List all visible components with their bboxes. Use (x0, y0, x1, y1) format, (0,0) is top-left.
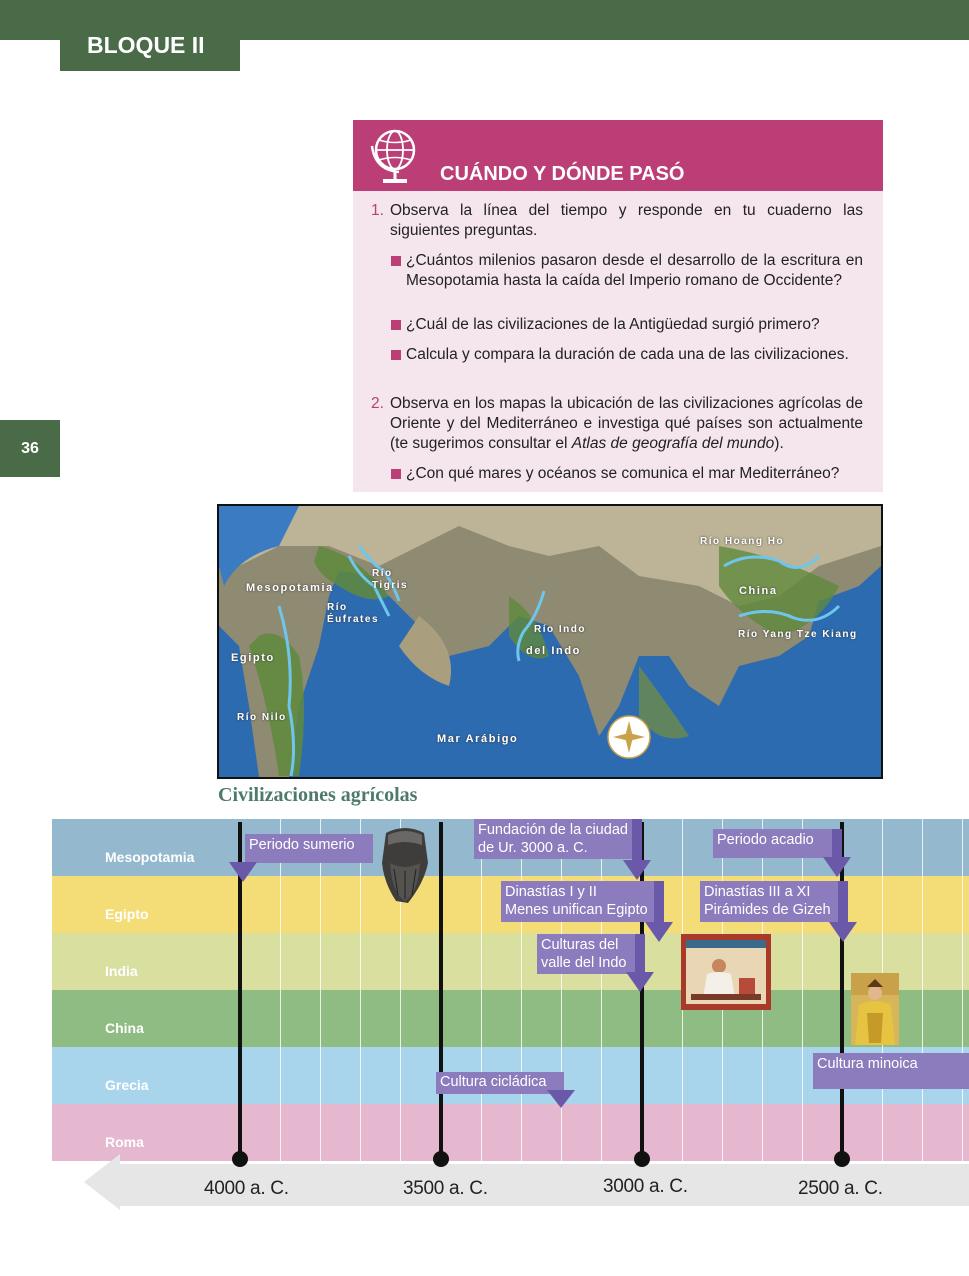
globe-icon (369, 126, 421, 186)
event-arrow (626, 972, 654, 992)
map-label-yang-tze: Río Yang Tze Kiang (738, 629, 858, 640)
event-stem (635, 934, 645, 974)
bullet-square-icon (391, 469, 401, 479)
event-stem (838, 881, 848, 923)
event-cultura-minoica: Cultura minoica (813, 1053, 969, 1089)
grid-line (521, 819, 522, 1161)
map-label-tigris: Río Tigris (372, 568, 409, 591)
timeline-dot (232, 1151, 248, 1167)
bullet-square-icon (391, 256, 401, 266)
atlas-title: Atlas de geografía del mundo (571, 435, 775, 452)
grid-line (561, 819, 562, 1161)
band-label: Mesopotamia (105, 849, 195, 865)
band-label: Roma (105, 1134, 144, 1150)
map-label-mar-arabigo: Mar Arábigo (437, 733, 519, 745)
event-arrow (645, 922, 673, 942)
question-1-text: Observa la línea del tiempo y responde en tu cuaderno las siguientes preguntas. (390, 202, 863, 239)
date-label: 3000 a. C. (603, 1176, 688, 1197)
chinese-emperor-portrait (851, 973, 899, 1045)
timeline-arrow-head (84, 1154, 120, 1210)
question-1-number: 1. (371, 202, 384, 219)
question-1 (371, 201, 863, 241)
sumerian-head-sculpture (378, 823, 432, 905)
event-stem (832, 829, 842, 858)
band-label: Egipto (105, 906, 149, 922)
map-label-nilo: Río Nilo (237, 712, 287, 723)
event-arrow (823, 857, 851, 877)
event-fundacion-ur: Fundación de la ciudad de Ur. 3000 a. C. (474, 819, 641, 859)
grid-line (280, 819, 281, 1161)
event-arrow (829, 922, 857, 942)
grid-line (962, 819, 963, 1161)
bullet-square-icon (391, 320, 401, 330)
grid-line (320, 819, 321, 1161)
date-label: 2500 a. C. (798, 1178, 883, 1199)
map-label-rio-indo: Río Indo (534, 624, 586, 635)
event-arrow (623, 860, 651, 880)
date-label: 3500 a. C. (403, 1178, 488, 1199)
timeline-dot (634, 1151, 650, 1167)
grid-line (601, 819, 602, 1161)
page-number: 36 (0, 420, 60, 477)
band-label: India (105, 963, 138, 979)
event-cultura-ciclada: Cultura cicládica (436, 1072, 564, 1094)
event-periodo-acadio: Periodo acadio (713, 829, 841, 858)
event-periodo-sumerio: Periodo sumerio (245, 834, 373, 863)
map-label-china: China (739, 585, 778, 597)
date-label: 4000 a. C. (204, 1178, 289, 1199)
map-label-mesopotamia: Mesopotamia (246, 582, 334, 594)
band-label: China (105, 1020, 144, 1036)
timeline-line-3500 (439, 822, 443, 1160)
question-2-number: 2. (371, 395, 384, 412)
list-item: ¿Cuántos milenios pasaron desde el desarrollo de la escritura en Mesopotamia hasta la caída del Imperio romano de Occidente? (406, 251, 863, 291)
indian-painting (681, 934, 771, 1010)
event-stem (654, 881, 664, 923)
map-label-del-indo: del Indo (526, 645, 581, 657)
list-item: Calcula y compara la duración de cada una de las civilizaciones. (406, 345, 863, 365)
timeline-title: Civilizaciones agrícolas (218, 784, 418, 806)
list-item: ¿Cuál de las civilizaciones de la Antigüedad surgió primero? (406, 315, 863, 335)
compass-rose-icon (608, 716, 650, 758)
band-roma (52, 1104, 969, 1161)
band-label: Grecia (105, 1077, 149, 1093)
block-label: BLOQUE II (60, 20, 240, 71)
grid-line (802, 819, 803, 1161)
relief-map (217, 504, 883, 779)
activity-box (353, 120, 883, 492)
event-stem (632, 819, 642, 861)
timeline-dot (834, 1151, 850, 1167)
grid-line (481, 819, 482, 1161)
list-item: ¿Con qué mares y océanos se comunica el mar Mediterráneo? (406, 464, 863, 484)
activity-header (353, 120, 883, 191)
grid-line (360, 819, 361, 1161)
event-dinastias-i-ii: Dinastías I y II Menes unifican Egipto (501, 881, 656, 922)
timeline-dot (433, 1151, 449, 1167)
question-2: 2. Observa en los mapas la ubicación de las civilizaciones agrícolas de Oriente y del Mediterráneo e investiga qué países son actualmente (te sugerimos consultar el Atlas de geografía del mundo). (371, 395, 863, 452)
grid-line (922, 819, 923, 1161)
map-label-hoang-ho: Río Hoang Ho (700, 536, 785, 547)
band-china (52, 990, 969, 1047)
event-culturas-valle-indo: Culturas del valle del Indo (537, 934, 637, 974)
map-label-egipto: Egipto (231, 652, 275, 664)
event-arrow (229, 862, 257, 882)
event-arrow (547, 1090, 575, 1108)
activity-title: CUÁNDO Y DÓNDE PASÓ (440, 163, 685, 185)
map-label-eufrates: Río Éufrates (327, 602, 380, 625)
event-dinastias-iii-xi: Dinastías III a XI Pirámides de Gizeh (700, 881, 840, 922)
bullet-square-icon (391, 350, 401, 360)
